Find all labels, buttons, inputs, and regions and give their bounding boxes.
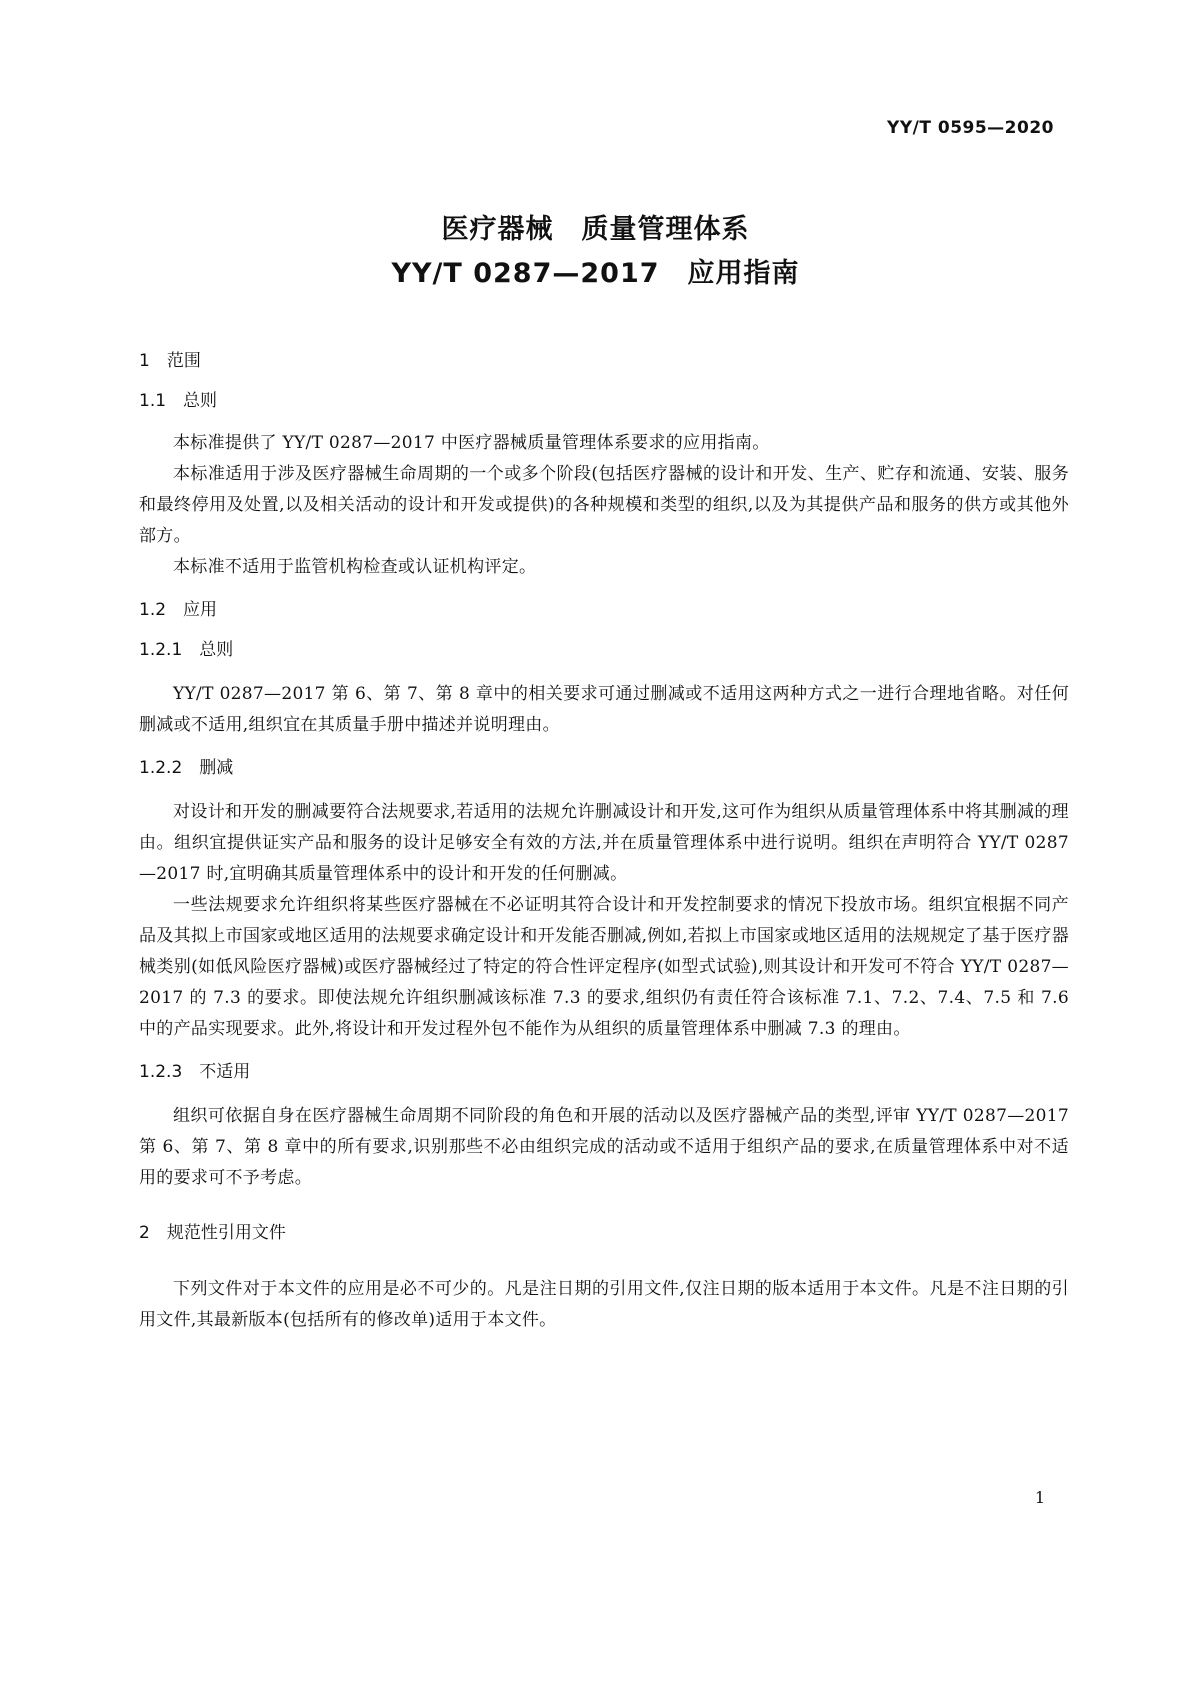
heading-1-2-2: 1.2.2 删减 — [139, 758, 234, 778]
document-title — [0, 208, 1191, 296]
heading-1-1: 1.1 总则 — [139, 391, 218, 411]
heading-1-2-3: 1.2.3 不适用 — [139, 1062, 251, 1082]
paragraph-1-1-a: 本标准提供了 YY/T 0287—2017 中医疗器械质量管理体系要求的应用指南。 — [173, 433, 770, 453]
heading-2: 2 规范性引用文件 — [139, 1223, 286, 1243]
paragraph-1-2-3: 组织可依据自身在医疗器械生命周期不同阶段的角色和开展的活动以及医疗器械产品的类型,评审 YY/T 0287—2017 第 6、第 7、第 8 章中的所有要求,识别那些不必由组织完成的活动或不适用于组织产品的要求,在质量管理体系中对不适用的要求可不予考虑。 — [139, 1106, 1069, 1188]
heading-1: 1 范围 — [139, 351, 201, 371]
title-line-2: YY/T 0287—2017 应用指南 — [391, 258, 800, 289]
paragraph-1-1-b: 本标准适用于涉及医疗器械生命周期的一个或多个阶段(包括医疗器械的设计和开发、生产、贮存和流通、安装、服务和最终停用及处置,以及相关活动的设计和开发或提供)的各种规模和类型的组织,以及为其提供产品和服务的供方或其他外部方。 — [139, 464, 1069, 546]
title-line-1: 医疗器械 质量管理体系 — [441, 214, 750, 245]
paragraph-1-2-1: YY/T 0287—2017 第 6、第 7、第 8 章中的相关要求可通过删减或不适用这两种方式之一进行合理地省略。对任何删减或不适用,组织宜在其质量手册中描述并说明理由。 — [139, 684, 1069, 735]
paragraph-1-1-c: 本标准不适用于监管机构检查或认证机构评定。 — [173, 557, 537, 577]
paragraph-1-2-2-b: 一些法规要求允许组织将某些医疗器械在不必证明其符合设计和开发控制要求的情况下投放市场。组织宜根据不同产品及其拟上市国家或地区适用的法规要求确定设计和开发能否删减,例如,若拟上市国家或地区适用的法规规定了基于医疗器械类别(如低风险医疗器械)或医疗器械经过了特定的符合性评定程序(如型式试验),则其设计和开发可不符合 YY/T 0287—2017 的 7.3 的要求。即使法规允许组织删减该标准 7.3 的要求,组织仍有责任符合该标准 7.1、7.2、7.4、7.5 和 7.6 中的产品实现要求。此外,将设计和开发过程外包不能作为从组织的质量管理体系中删减 7.3 的理由。 — [139, 895, 1069, 1039]
paragraph-1-2-2-a: 对设计和开发的删减要符合法规要求,若适用的法规允许删减设计和开发,这可作为组织从质量管理体系中将其删减的理由。组织宜提供证实产品和服务的设计足够安全有效的方法,并在质量管理体系中进行说明。组织在声明符合 YY/T 0287—2017 时,宜明确其质量管理体系中的设计和开发的任何删减。 — [139, 802, 1069, 884]
heading-1-2-1: 1.2.1 总则 — [139, 640, 234, 660]
page-number: 1 — [1034, 1488, 1045, 1507]
document-body — [139, 348, 1069, 1336]
heading-1-2: 1.2 应用 — [139, 600, 218, 620]
paragraph-2: 下列文件对于本文件的应用是必不可少的。凡是注日期的引用文件,仅注日期的版本适用于本文件。凡是不注日期的引用文件,其最新版本(包括所有的修改单)适用于本文件。 — [139, 1279, 1069, 1330]
document-code: YY/T 0595—2020 — [887, 118, 1054, 138]
